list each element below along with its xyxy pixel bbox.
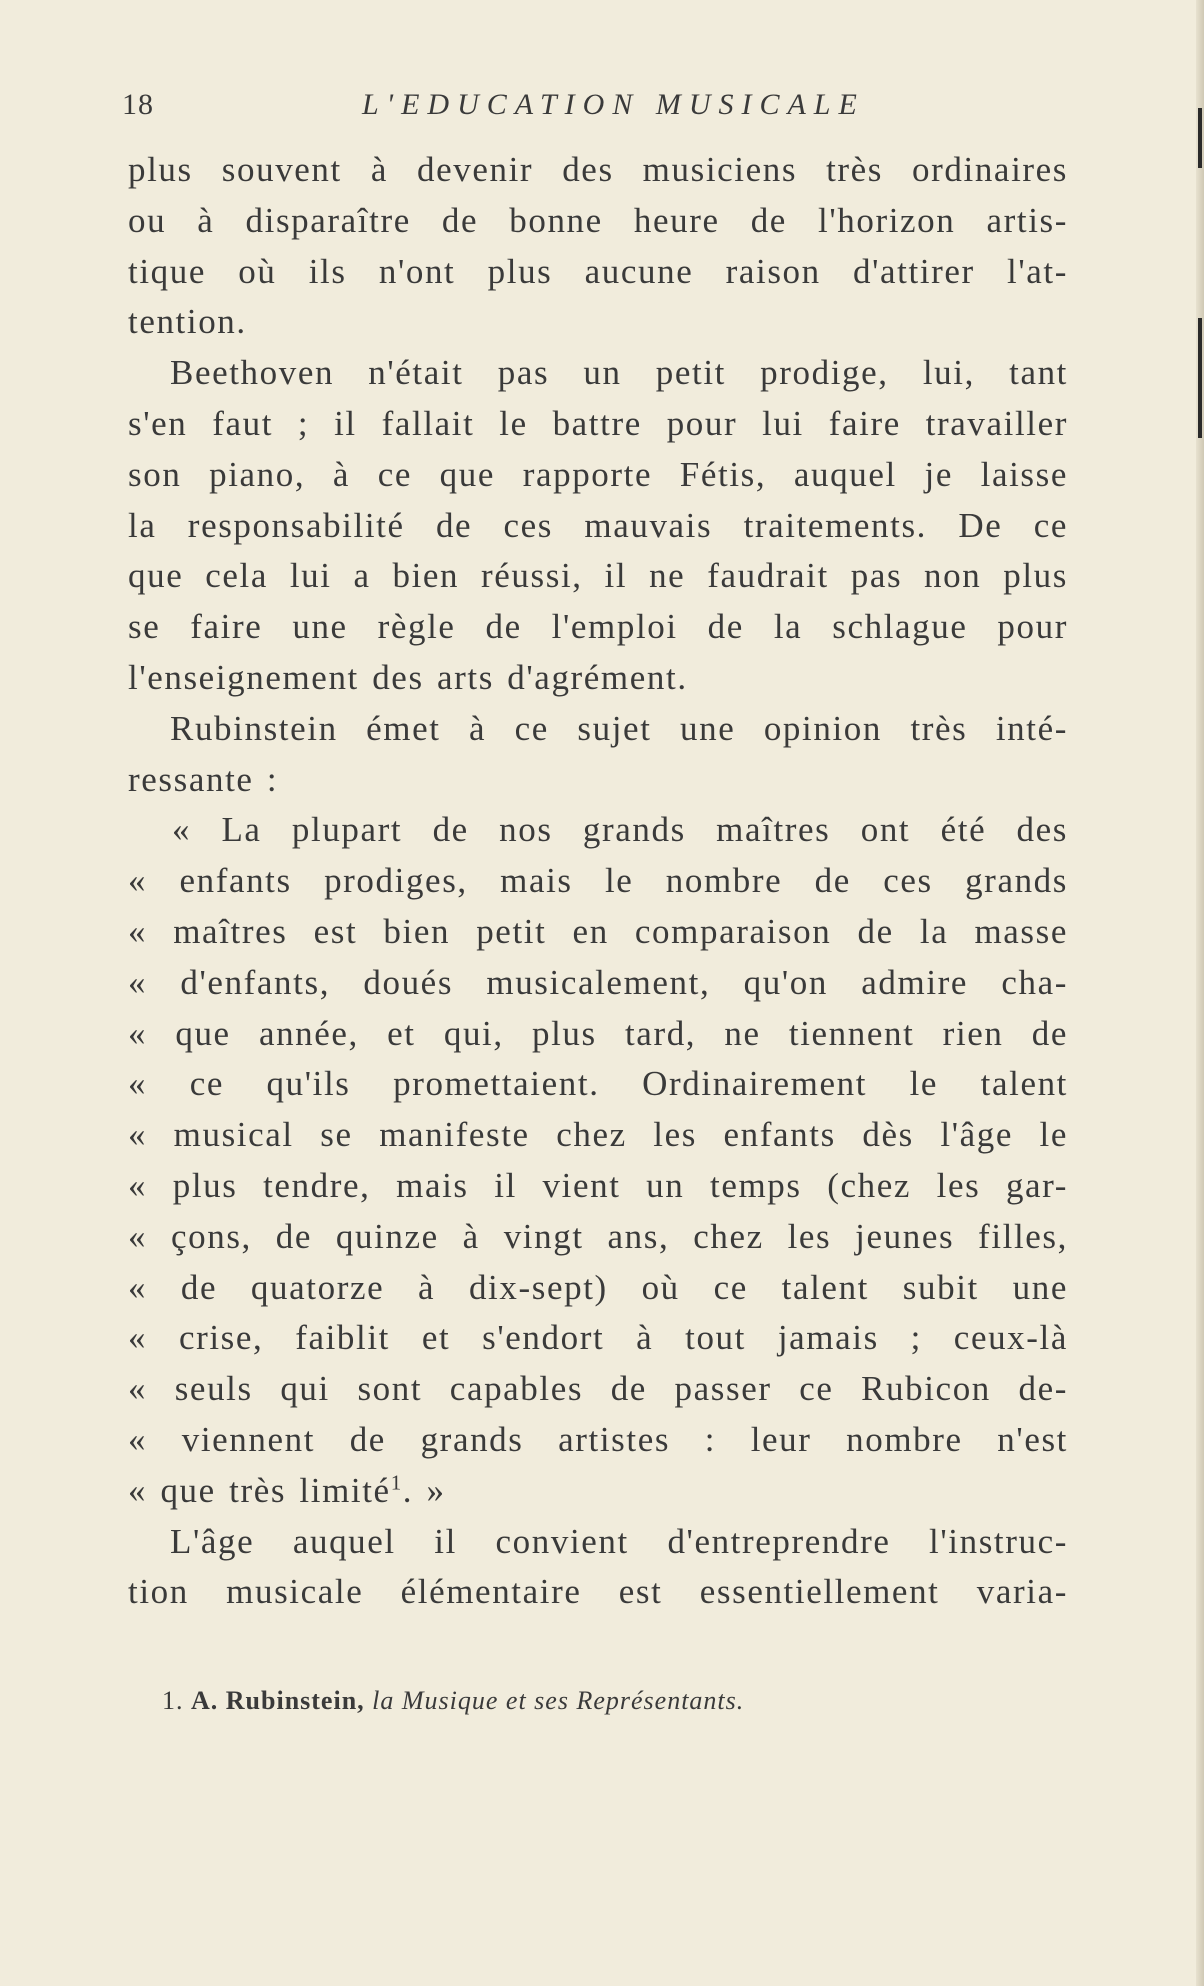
paragraph-start-line: Rubinstein émet à ce sujet une opinion très inté- xyxy=(170,708,1068,748)
quote-line: « maîtres est bien petit en comparaison de la masse xyxy=(128,911,1068,951)
quote-line: « viennent de grands artistes : leur nombre n'est xyxy=(128,1419,1068,1459)
footnote-title: la Musique et ses Représentants. xyxy=(372,1686,745,1715)
quote-line: « d'enfants, doués musicalement, qu'on admire cha- xyxy=(128,962,1068,1002)
quote-line: « çons, de quinze à vingt ans, chez les jeunes filles, xyxy=(128,1216,1068,1256)
quote-line: « de quatorze à dix-sept) où ce talent subit une xyxy=(128,1267,1068,1307)
quote-line: « enfants prodiges, mais le nombre de ces grands xyxy=(128,861,1068,901)
paragraph-start-line: Beethoven n'était pas un petit prodige, lui, tant xyxy=(170,353,1068,393)
text-line: tention. xyxy=(128,302,247,342)
quote-line: « plus tendre, mais il vient un temps (chez les gar- xyxy=(128,1165,1068,1205)
footnote-reference: 1 xyxy=(390,1470,403,1495)
page-edge xyxy=(1196,0,1204,1986)
footnote-number: 1. xyxy=(162,1686,184,1715)
quote-line: « que année, et qui, plus tard, ne tiennent rien de xyxy=(128,1013,1068,1053)
quote-close: . » xyxy=(402,1470,446,1510)
text-line: son piano, à ce que rapporte Fétis, auquel je laisse xyxy=(128,454,1068,494)
text-line: ou à disparaître de bonne heure de l'horizon artis- xyxy=(128,200,1068,240)
text-line: plus souvent à devenir des musiciens très ordinaires xyxy=(128,150,1068,189)
text-line: ressante : xyxy=(128,759,279,799)
paragraph-start-line: L'âge auquel il convient d'entreprendre l'instruc- xyxy=(170,1521,1068,1561)
text-line: la responsabilité de ces mauvais traitements. De ce xyxy=(128,505,1068,545)
page-header xyxy=(122,88,1072,128)
page-number: 18 xyxy=(122,88,154,121)
edge-mark-top xyxy=(1198,108,1202,168)
footnote-author: A. Rubinstein, xyxy=(191,1686,365,1715)
quote-line: « crise, faiblit et s'endort à tout jamais ; ceux-là xyxy=(128,1318,1068,1358)
running-title: L'EDUCATION MUSICALE xyxy=(362,88,865,121)
quote-line: « seuls qui sont capables de passer ce Rubicon de- xyxy=(128,1369,1068,1409)
text-line: que cela lui a bien réussi, il ne faudrait pas non plus xyxy=(128,556,1068,596)
quote-end-line xyxy=(128,1466,1068,1517)
quote-end-text: « que très limité xyxy=(128,1470,391,1510)
footnote xyxy=(162,1686,744,1716)
text-line: tion musicale élémentaire est essentiellement varia- xyxy=(128,1572,1068,1612)
text-line: tique où ils n'ont plus aucune raison d'attirer l'at- xyxy=(128,251,1068,291)
quote-line: « musical se manifeste chez les enfants dès l'âge le xyxy=(128,1115,1068,1155)
quote-line: « ce qu'ils promettaient. Ordinairement le talent xyxy=(128,1064,1068,1104)
text-line: se faire une règle de l'emploi de la schlague pour xyxy=(128,607,1068,647)
quote-start-line: « La plupart de nos grands maîtres ont été des xyxy=(172,810,1068,850)
text-line: l'enseignement des arts d'agrément. xyxy=(128,657,688,697)
edge-mark-middle xyxy=(1198,318,1202,438)
body-text xyxy=(128,145,1068,1618)
text-line: s'en faut ; il fallait le battre pour lui faire travailler xyxy=(128,403,1068,443)
